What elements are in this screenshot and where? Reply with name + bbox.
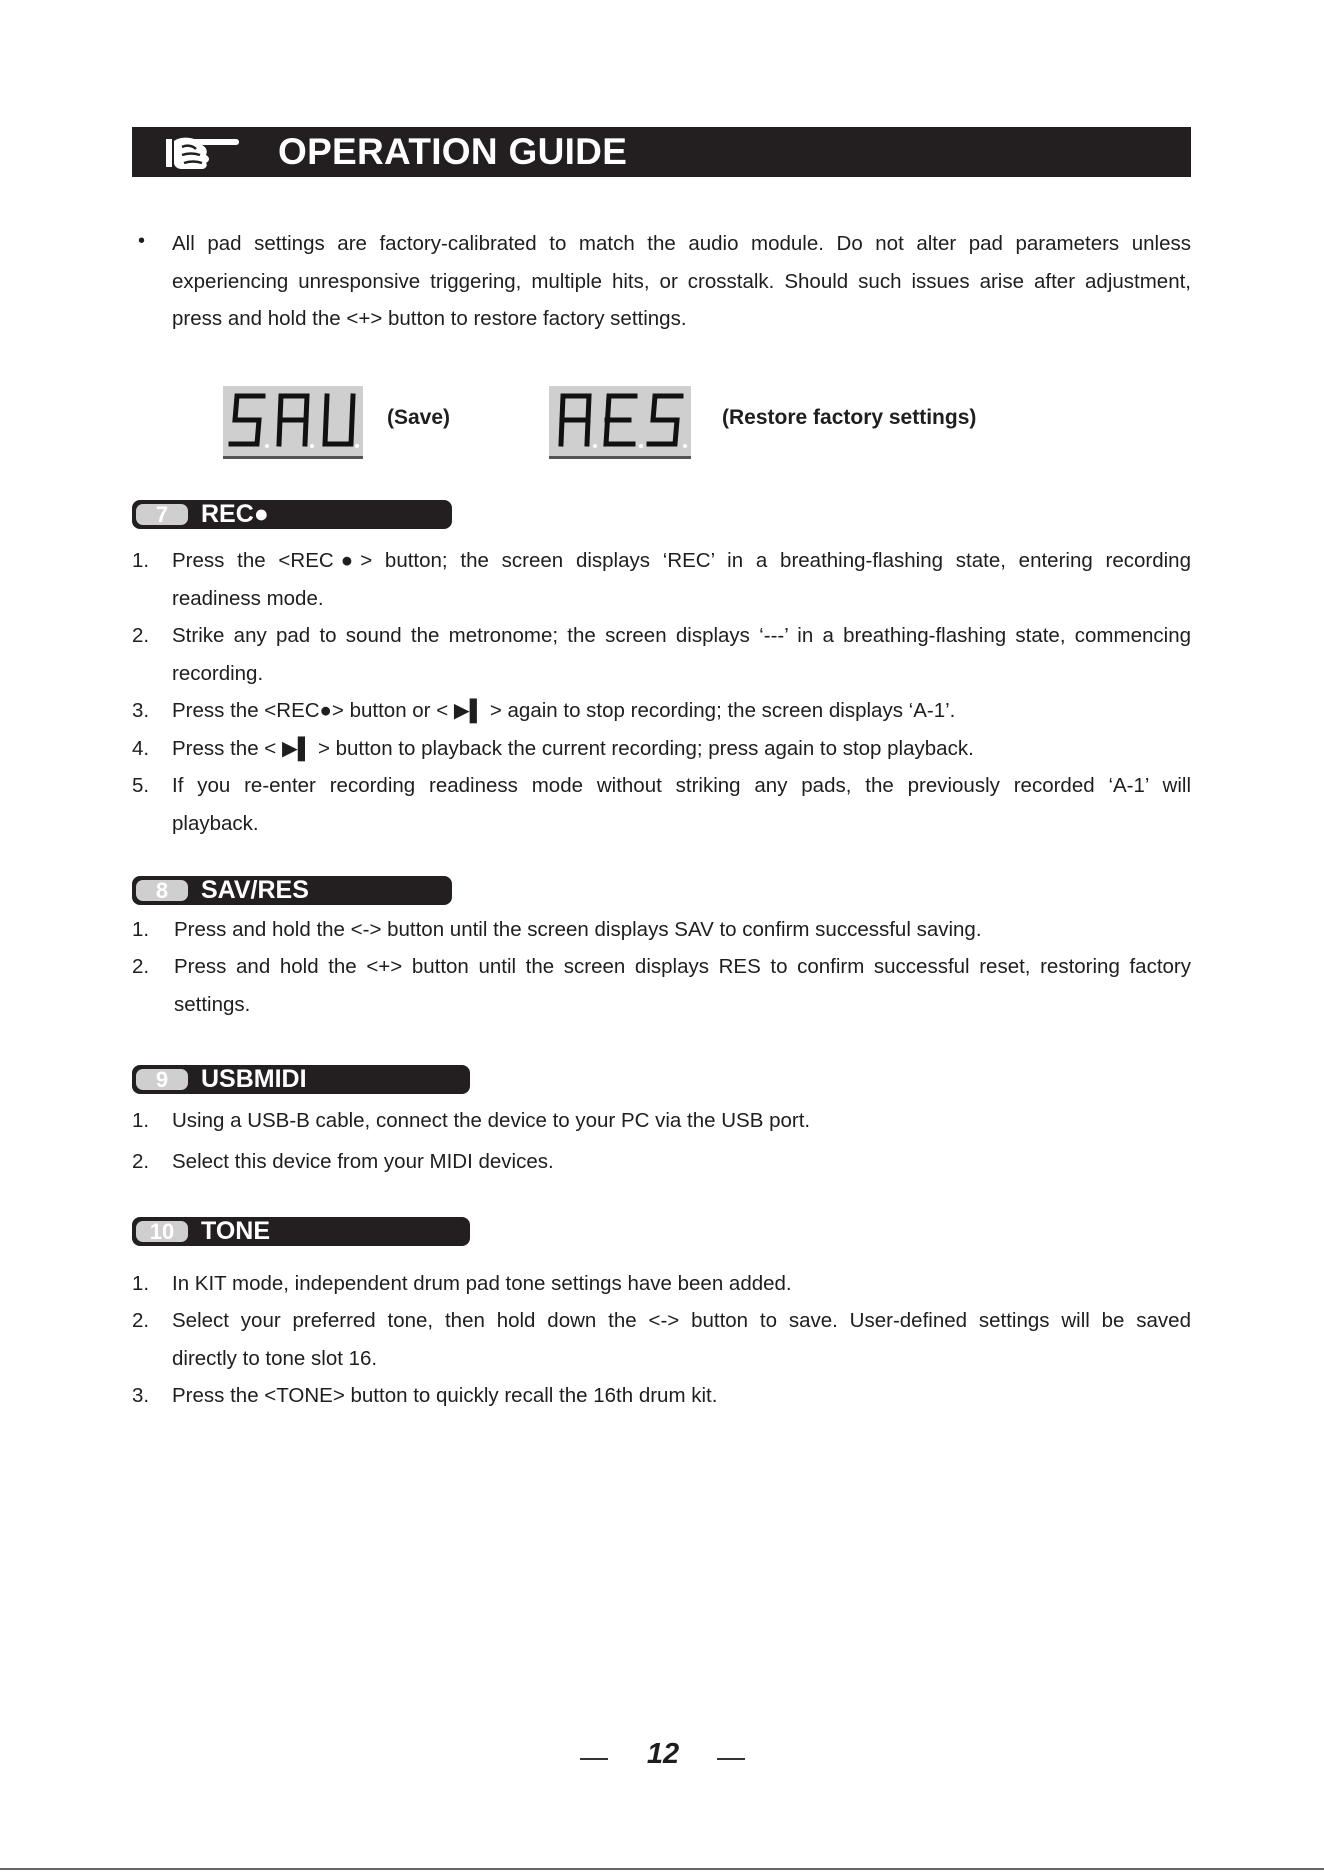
item-line: playback. xyxy=(172,811,259,835)
bullet-dot: • xyxy=(138,230,146,252)
item-number: 1. xyxy=(132,918,150,941)
lcd-caption-restore: (Restore factory settings) xyxy=(722,406,977,429)
item-line: In KIT mode, independent drum pad tone settings have been added. xyxy=(172,1272,792,1295)
page-title: OPERATION GUIDE xyxy=(278,131,628,172)
intro-paragraph xyxy=(172,225,1191,338)
intro-line: All pad settings are factory-calibrated to match the audio module. Do not alter pad parameters unless xyxy=(172,232,1191,255)
section-number: 8 xyxy=(136,880,188,901)
item-line: settings. xyxy=(174,992,251,1016)
section-number: 9 xyxy=(136,1069,188,1090)
page-number: 12 xyxy=(646,1738,680,1770)
item-line: If you re-enter recording readiness mode without striking any pads, the previously recorded ‘A-1’ will xyxy=(172,774,1191,797)
item-number: 2. xyxy=(132,955,150,978)
seven-segment-res-icon xyxy=(549,386,691,456)
section-title: REC● xyxy=(201,500,269,528)
section-title: TONE xyxy=(201,1217,270,1245)
item-line: recording. xyxy=(172,661,264,685)
item-line: Select your preferred tone, then hold down the <-> button to save. User-defined settings will be saved xyxy=(172,1309,1191,1332)
section-tag-sav-res xyxy=(132,876,452,905)
item-line: readiness mode. xyxy=(172,586,324,610)
item-line: Press the <REC●> button or < ▶▌ > again to stop recording; the screen displays ‘A-1’. xyxy=(172,699,956,722)
lcd-display-sav xyxy=(223,386,363,459)
intro-line: experiencing unresponsive triggering, multiple hits, or crosstalk. Should such issues arise after adjustment, xyxy=(172,269,1191,293)
item-number: 5. xyxy=(132,774,150,797)
item-line: Press the <REC●> button; the screen displays ‘REC’ in a breathing-flashing state, entering recording xyxy=(172,549,1191,572)
lcd-caption-save: (Save) xyxy=(387,406,451,429)
item-number: 1. xyxy=(132,1272,150,1295)
bottom-divider xyxy=(0,1868,1324,1870)
item-number: 3. xyxy=(132,1384,150,1407)
section-title: USBMIDI xyxy=(201,1065,307,1093)
intro-line: press and hold the <+> button to restore factory settings. xyxy=(172,307,687,330)
item-line: Using a USB-B cable, connect the device to your PC via the USB port. xyxy=(172,1109,811,1132)
item-number: 2. xyxy=(132,624,150,647)
section-tag-usbmidi xyxy=(132,1065,470,1094)
item-line: Press the < ▶▌ > button to playback the current recording; press again to stop playback. xyxy=(172,737,974,760)
pointing-hand-icon xyxy=(162,133,242,171)
item-line: Press and hold the <-> button until the screen displays SAV to confirm successful saving. xyxy=(174,918,982,941)
item-number: 3. xyxy=(132,699,150,722)
seven-segment-sav-icon xyxy=(223,386,363,456)
section-tag-rec xyxy=(132,500,452,529)
item-number: 1. xyxy=(132,549,150,572)
item-number: 4. xyxy=(132,737,150,760)
item-number: 2. xyxy=(132,1150,150,1173)
page-number-dash xyxy=(717,1758,745,1760)
item-line: Press and hold the <+> button until the screen displays RES to confirm successful reset, restoring factory xyxy=(174,955,1191,978)
section-number: 7 xyxy=(136,504,188,525)
lcd-display-res xyxy=(549,386,691,459)
section-number: 10 xyxy=(136,1221,188,1242)
item-number: 1. xyxy=(132,1109,150,1132)
section-header-bar xyxy=(132,127,1191,177)
item-line: directly to tone slot 16. xyxy=(172,1346,378,1370)
section-tag-tone xyxy=(132,1217,470,1246)
item-line: Select this device from your MIDI devices. xyxy=(172,1150,554,1173)
item-line: Press the <TONE> button to quickly recall the 16th drum kit. xyxy=(172,1384,718,1407)
item-number: 2. xyxy=(132,1309,150,1332)
section-title: SAV/RES xyxy=(201,876,309,904)
item-line: Strike any pad to sound the metronome; the screen displays ‘---’ in a breathing-flashing state, commencing xyxy=(172,624,1191,647)
